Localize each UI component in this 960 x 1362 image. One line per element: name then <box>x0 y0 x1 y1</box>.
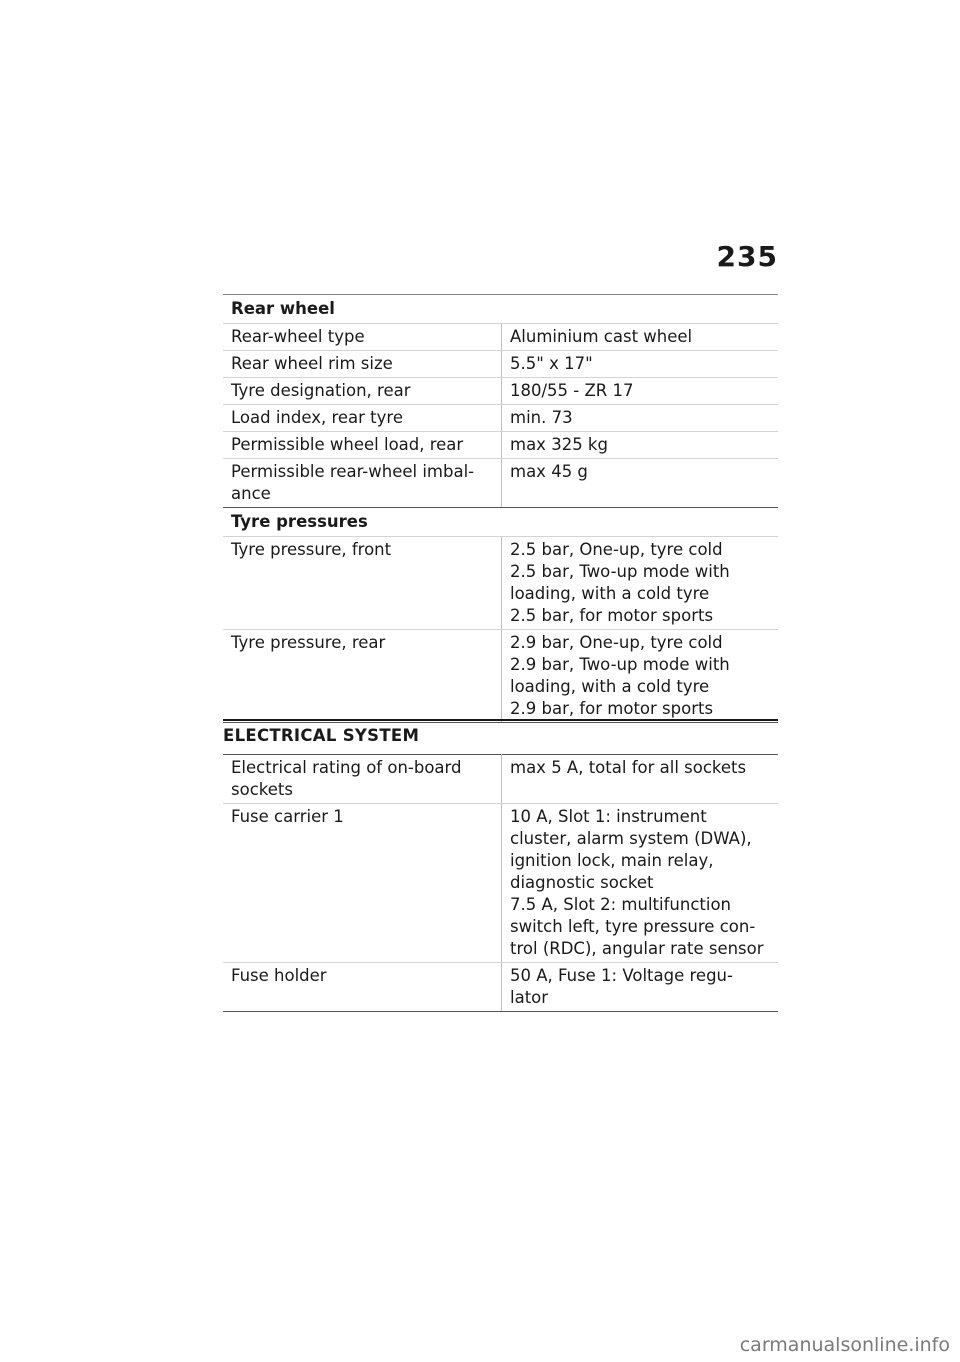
tyre-pressures-heading-row <box>223 508 778 537</box>
table-row <box>223 378 778 405</box>
row-label: Tyre pressure, front <box>223 537 502 630</box>
row-value: min. 73 <box>502 405 779 432</box>
row-value: 10 A, Slot 1: instrument cluster, alarm system (DWA), ignition lock, main relay, diagnostic socket 7.5 A, Slot 2: multifunction switch left, tyre pressure con- trol (RDC), angular rate sensor <box>502 804 779 963</box>
row-label: Tyre designation, rear <box>223 378 502 405</box>
table-row <box>223 405 778 432</box>
table-row <box>223 459 778 508</box>
row-label: Permissible rear-wheel imbal- ance <box>223 459 502 508</box>
row-value: 50 A, Fuse 1: Voltage regu- lator <box>502 963 779 1012</box>
row-label: Rear-wheel type <box>223 324 502 351</box>
table-row <box>223 432 778 459</box>
row-label: Electrical rating of on-board sockets <box>223 755 502 804</box>
row-value: 5.5" x 17" <box>502 351 779 378</box>
row-value: 2.5 bar, One-up, tyre cold 2.5 bar, Two-up mode with loading, with a cold tyre 2.5 bar, for motor sports <box>502 537 779 630</box>
tyre-pressures-heading: Tyre pressures <box>223 508 778 537</box>
table-row <box>223 324 778 351</box>
table-row <box>223 630 778 723</box>
row-label: Load index, rear tyre <box>223 405 502 432</box>
table-row <box>223 963 778 1012</box>
row-value: 180/55 - ZR 17 <box>502 378 779 405</box>
row-label: Permissible wheel load, rear <box>223 432 502 459</box>
row-label: Tyre pressure, rear <box>223 630 502 723</box>
row-label: Fuse holder <box>223 963 502 1012</box>
rear-wheel-heading-row <box>223 295 778 324</box>
row-value: max 325 kg <box>502 432 779 459</box>
electrical-spec-table <box>223 754 778 1012</box>
table-row <box>223 755 778 804</box>
row-value: max 45 g <box>502 459 779 508</box>
rear-wheel-heading: Rear wheel <box>223 295 778 324</box>
page-number: 235 <box>716 240 778 273</box>
row-value: 2.9 bar, One-up, tyre cold 2.9 bar, Two-up mode with loading, with a cold tyre 2.9 bar, for motor sports <box>502 630 779 723</box>
row-label: Rear wheel rim size <box>223 351 502 378</box>
watermark-text: carmanualsonline.info <box>739 1334 950 1356</box>
row-label: Fuse carrier 1 <box>223 804 502 963</box>
row-value: Aluminium cast wheel <box>502 324 779 351</box>
electrical-system-title: ELECTRICAL SYSTEM <box>223 719 778 745</box>
table-row <box>223 804 778 963</box>
wheel-tyre-spec-table <box>223 294 778 723</box>
table-row <box>223 351 778 378</box>
row-value: max 5 A, total for all sockets <box>502 755 779 804</box>
table-row <box>223 537 778 630</box>
